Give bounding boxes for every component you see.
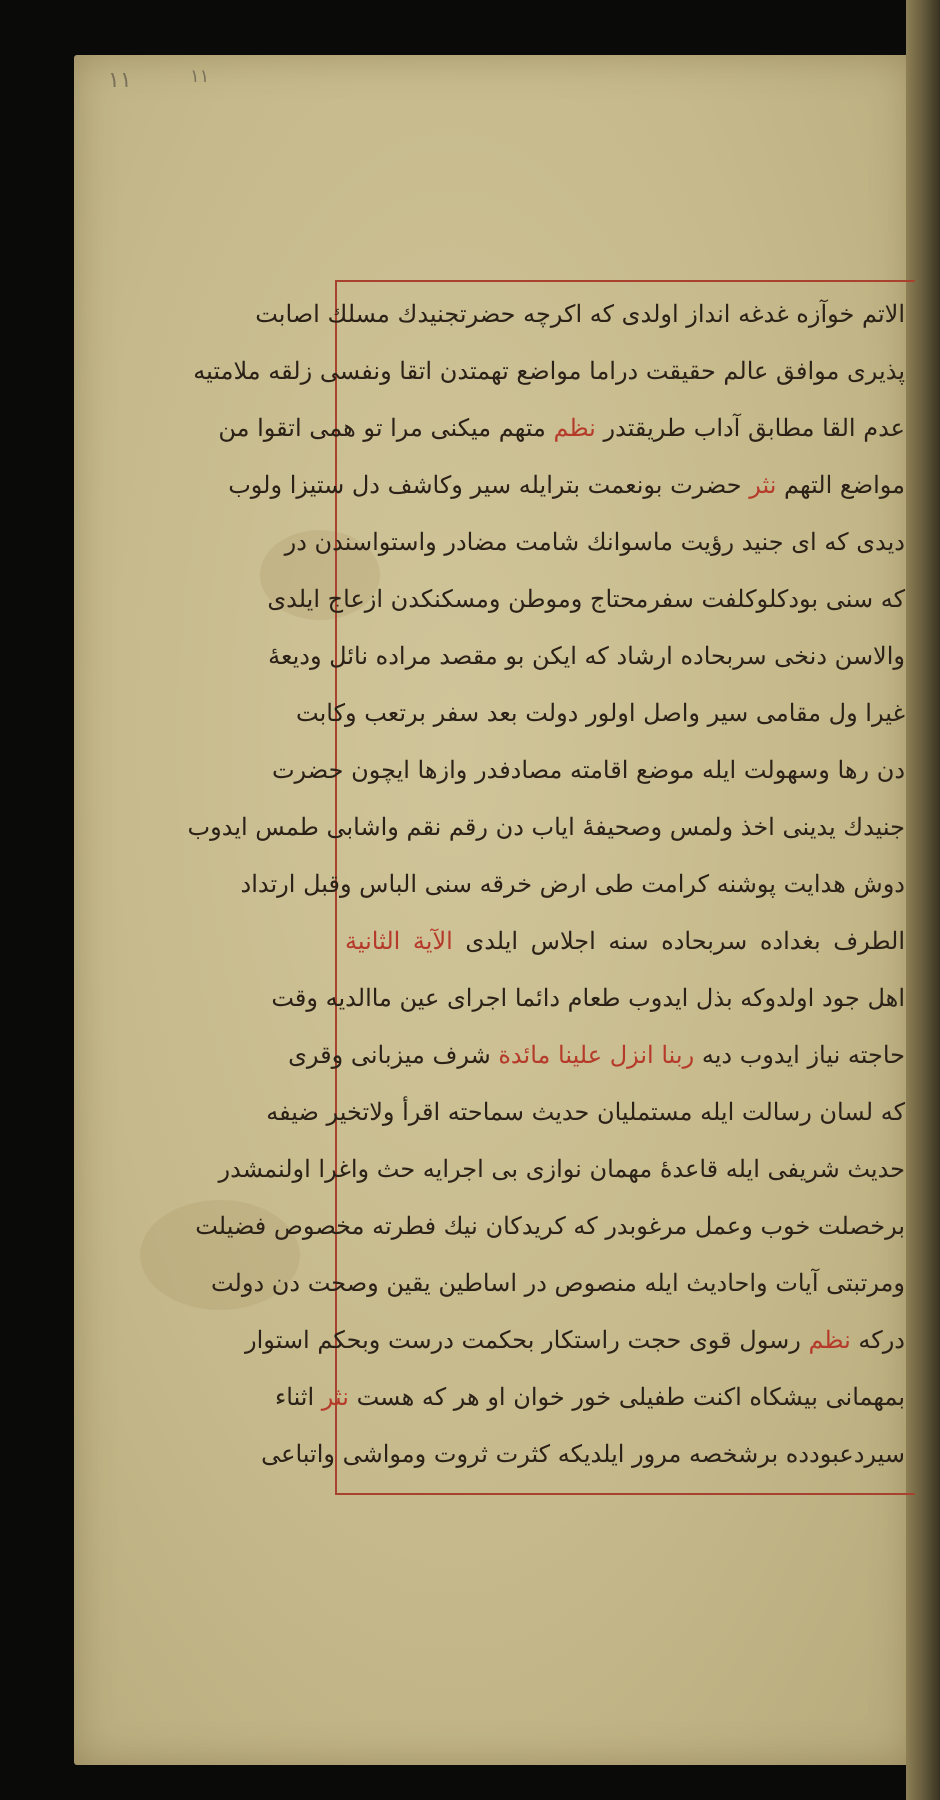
text-segment: الطرف بغداده سربحاده سنه اجلاس ایلدی xyxy=(465,927,905,955)
text-segment: الاتم خوآزه غدغه انداز اولدی که اکرچه حضرتجنیدك مسلك اصابت xyxy=(255,300,905,328)
text-line xyxy=(187,805,905,849)
text-segment: جنیدك یدینی اخذ ولمس وصحیفهٔ ایاب دن رقم نقم واشابی طمس ایدوب xyxy=(187,813,905,841)
text-segment: اثناء xyxy=(274,1383,315,1411)
text-line xyxy=(255,292,905,336)
rubric-word: ربنا انزل علینا مائدة xyxy=(498,1041,695,1069)
text-segment: حاجته نیاز ایدوب دیه xyxy=(701,1041,905,1069)
text-line xyxy=(296,691,905,735)
text-segment: بمهمانی بیشکاه اکنت طفیلی خور خوان او هر که هست xyxy=(356,1383,905,1411)
text-segment: دن رها وسهولت ایله موضع اقامته مصادفدر وازها ایچون حضرت xyxy=(271,756,905,784)
text-segment: والاسن دنخی سربحاده ارشاد که ایکن بو مقصد مراده نائل ودیعهٔ xyxy=(268,642,905,670)
text-segment: متهم میکنی مرا تو همی اتقوا من xyxy=(218,414,546,442)
text-line xyxy=(267,577,905,621)
rubric-word: نثر xyxy=(321,1383,349,1411)
text-line xyxy=(228,463,905,507)
text-block xyxy=(187,292,905,1492)
text-line xyxy=(195,1204,905,1248)
text-segment: غیرا ول مقامی سیر واصل اولور دولت بعد سفر برتعب وکابت xyxy=(296,699,905,727)
folio-number-faint: ۱۱ xyxy=(190,66,210,87)
text-line xyxy=(271,748,905,792)
rubric-word: نظم xyxy=(808,1326,851,1354)
text-line xyxy=(288,1033,905,1077)
text-line xyxy=(268,634,905,678)
text-line xyxy=(245,1318,905,1362)
text-line xyxy=(240,862,905,906)
text-segment: برخصلت خوب وعمل مرغوبدر که کریدکان نیك فطرته مخصوص فضیلت xyxy=(195,1212,905,1240)
text-segment: شرف میزبانی وقری xyxy=(288,1041,491,1069)
text-segment: پذیری موافق عالم حقیقت دراما مواضع تهمتدن اتقا ونفسی زلقه ملامتیه xyxy=(193,357,905,385)
text-line xyxy=(218,406,905,450)
text-line xyxy=(193,349,905,393)
marginal-note xyxy=(912,420,934,480)
text-segment: دوش هدایت پوشنه کرامت طی ارض خرقه سنی الباس وقبل ارتداد xyxy=(240,870,905,898)
text-segment: درکه xyxy=(858,1326,905,1354)
text-segment: اهل جود اولدوکه بذل ایدوب طعام دائما اجرای عین ماالدیه وقت xyxy=(271,984,905,1012)
text-segment: ومرتبتی آیات واحادیث ایله منصوص در اساطین یقین وصحت دن دولت xyxy=(210,1269,905,1297)
text-segment: مواضع التهم xyxy=(784,471,905,499)
text-segment: رسول قوی حجت راستکار بحکمت درست وبحکم استوار xyxy=(245,1326,801,1354)
text-segment: حدیث شریفی ایله قاعدهٔ مهمان نوازی بی اجرایه حث واغرا اولنمشدر xyxy=(218,1155,905,1183)
rubric-word: الآیة الثانیة xyxy=(345,927,453,955)
rubric-word: نثر xyxy=(749,471,777,499)
folio-number: ۱۱ xyxy=(108,68,132,93)
text-line xyxy=(261,1432,905,1476)
text-segment: سیردعبودده برشخصه مرور ایلدیکه کثرت ثروت ومواشی واتباعی xyxy=(261,1440,905,1468)
text-line xyxy=(210,1261,905,1305)
text-segment: حضرت بونعمت بترایله سیر وکاشف دل ستیزا ولوب xyxy=(228,471,742,499)
text-line xyxy=(271,976,905,1020)
text-line xyxy=(345,919,905,963)
text-segment: که لسان رسالت ایله مستملیان حدیث سماحته اقرأ ولاتخیر ضیفه xyxy=(266,1098,905,1126)
marginal-note xyxy=(912,820,934,880)
text-line xyxy=(274,1375,905,1419)
text-line xyxy=(266,1090,905,1134)
text-segment: دیدی که ای جنید رؤیت ماسوانك شامت مضادر واستواسندن در xyxy=(284,528,905,556)
text-segment: که سنی بودکلوکلفت سفرمحتاج وموطن ومسکنکدن ازعاج ایلدی xyxy=(267,585,905,613)
text-line xyxy=(284,520,905,564)
text-line xyxy=(218,1147,905,1191)
rubric-word: نظم xyxy=(553,414,596,442)
text-segment: عدم القا مطابق آداب طریقتدر xyxy=(603,414,905,442)
